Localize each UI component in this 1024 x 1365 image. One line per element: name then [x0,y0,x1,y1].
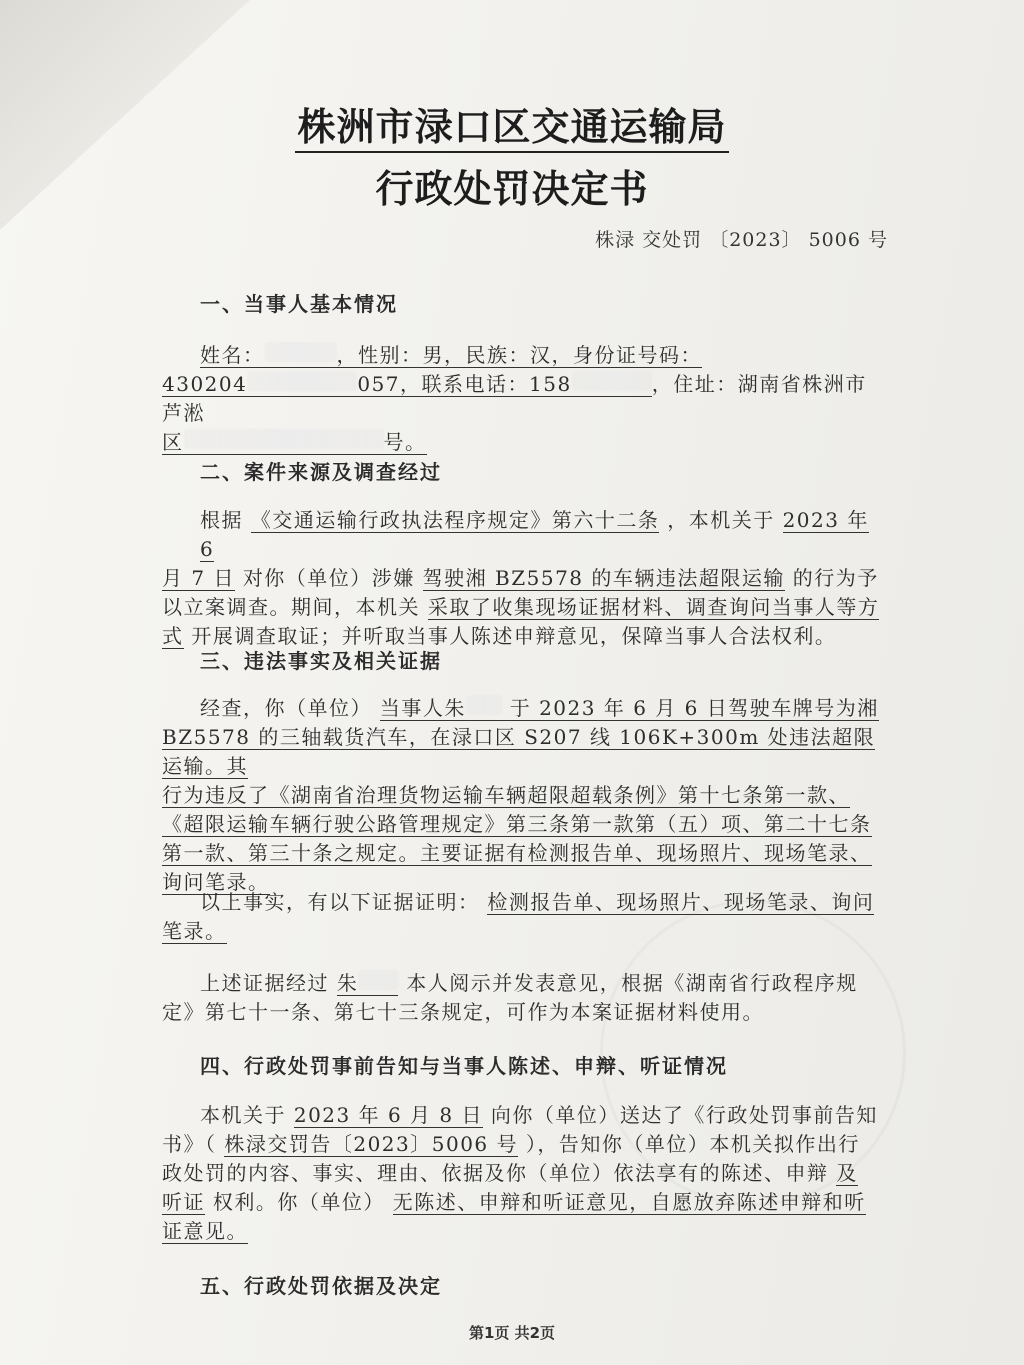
redacted-name [265,342,337,362]
page-footer: 第1页 共2页 [468,1324,556,1342]
section-4-body: 本机关于 2023 年 6 月 8 日 向你（单位）送达了《行政处罚事前告知 书》（ 株渌交罚告〔2023〕5006 号 ），告知你（单位）本机关拟作出行 政处罚的内容、事实、理由、依据及你（单位）依法享有的陈述、申辩 及 听证 权利。你（单位） 无陈述、申辩和听证意见，自愿放弃陈述申辩和听 证意见。 [162,1103,878,1243]
section-3-body: 经查，你（单位） 当事人朱 于 2023 年 6 月 6 日驾驶车牌号为湘 BZ5578 的三轴载货汽车，在渌口区 S207 线 106K+300m 处违法超限运输。其 行为违反了《湖南省治理货物运输车辆超限超载条例》第十七条第一款、 《超限运输车辆行驶公路管理规定》第三条第一款第（五）项、第二十七条 第一款、第三十条之规定。主要证据有检测报告单、现场照片、现场笔录、 询问笔录。 [162,696,879,894]
redacted-address [184,429,384,449]
section-heading-2: 二、案件来源及调查经过 [200,460,442,484]
section-3-review: 上述证据经过 朱 本人阅示并发表意见，根据《湖南省行政程序规 定》第七十一条、第七十三条规定，可作为本案证据材料使用。 [162,971,858,1024]
redacted-party-name [466,695,502,715]
section-1-body: 姓名： ，性别：男，民族：汉，身份证号码： 430204 057，联系电话：158 ，住址：湖南省株洲市芦淞 区 号。 [162,343,867,454]
document-title-type: 行政处罚决定书 [375,166,649,211]
redacted-party-name-2 [358,970,398,990]
document-number: 株渌 交处罚 〔2023〕 5006 号 [595,229,888,251]
section-heading-1: 一、当事人基本情况 [200,292,398,316]
section-heading-5: 五、行政处罚依据及决定 [200,1274,442,1298]
section-2-body: 根据 《交通运输行政执法程序规定》第六十二条 ，本机关于 2023 年 6 月 7 日 对你（单位）涉嫌 驾驶湘 BZ5578 的车辆违法超限运输 的行为予以立案调查。期间，本机关 采取了收集现场证据材料、调查询问当事人等方 式 开展调查取证；并听取当事人陈述申辩意见，保障当事人合法权利。 [162,508,880,648]
section-heading-4: 四、行政处罚事前告知与当事人陈述、申辩、听证情况 [200,1054,728,1078]
section-heading-3: 三、违法事实及相关证据 [200,649,442,673]
redacted-id-number [247,371,357,391]
redacted-phone [572,371,652,391]
document-title-agency: 株洲市渌口区交通运输局 [0,96,1024,151]
section-3-evidence: 以上事实，有以下证据证明： 检测报告单、现场照片、现场笔录、询问 笔录。 [162,890,875,943]
